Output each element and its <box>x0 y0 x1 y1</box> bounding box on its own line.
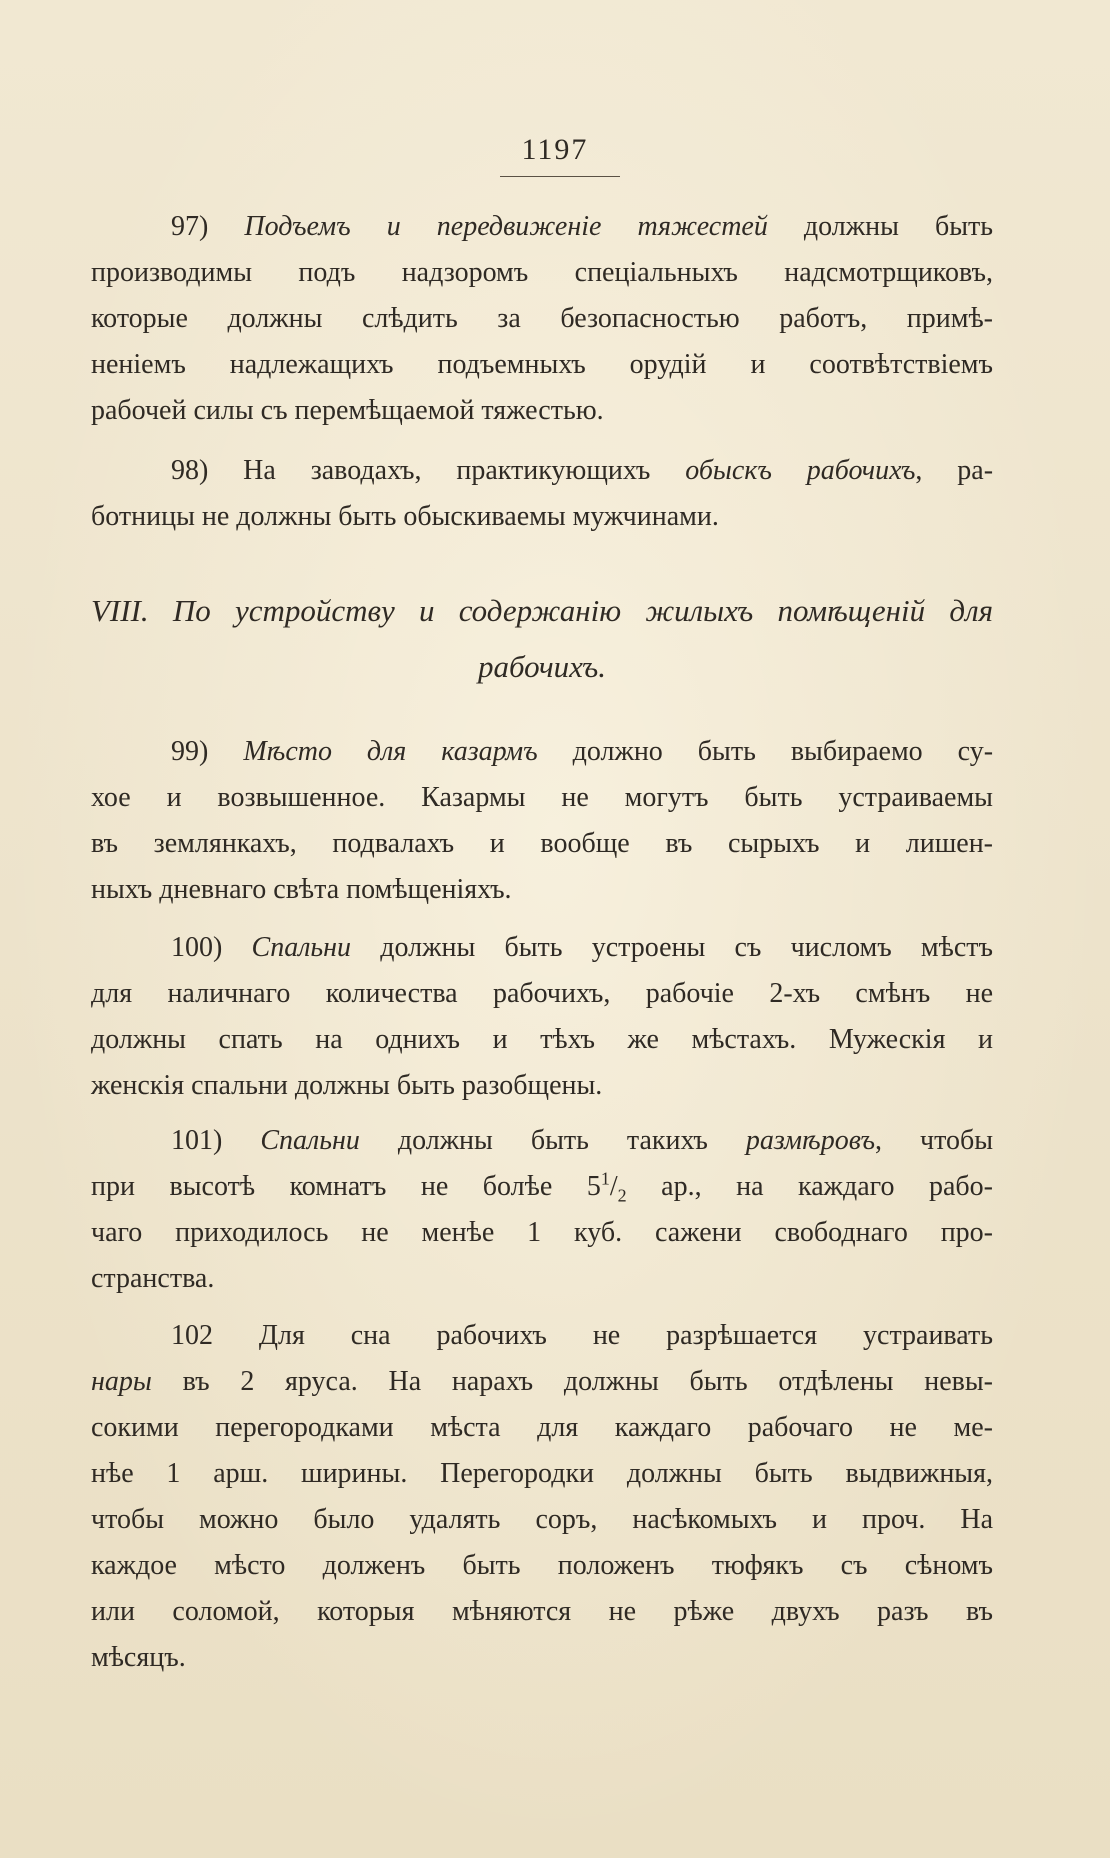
paragraph-97-italic-term: Подъемъ и передвиженіе тяжестей <box>244 211 768 242</box>
paragraph-100-line-3: должны спать на однихъ и тѣхъ же мѣстахъ. Мужескія и <box>91 1024 993 1055</box>
paragraph-98-line-2: ботницы не должны быть обыскиваемы мужчинами. <box>91 501 719 532</box>
paragraph-100-line-4: женскія спальни должны быть разобщены. <box>91 1070 603 1101</box>
paragraph-102-italic-term: нары <box>91 1366 152 1397</box>
paragraph-99 <box>91 729 993 913</box>
paragraph-98-line-1: 98) На заводахъ, практикующихъ обыскъ рабочихъ, ра- <box>171 455 994 486</box>
paragraph-100-italic-term: Спальни <box>251 932 352 963</box>
paragraph-98-italic-term: обыскъ рабочихъ <box>685 455 916 486</box>
paragraph-101-italic-term-2: размѣровъ <box>745 1125 876 1156</box>
paragraph-97-line-4: неніемъ надлежащихъ подъемныхъ орудій и соотвѣтствіемъ <box>91 349 993 380</box>
paragraph-100-line-2: для наличнаго количества рабочихъ, рабочіе 2-хъ смѣнъ не <box>91 978 993 1009</box>
paragraph-100 <box>91 925 993 1109</box>
section-viii-heading <box>91 583 993 695</box>
paragraph-102-line-6: каждое мѣсто долженъ быть положенъ тюфякъ съ сѣномъ <box>91 1550 993 1581</box>
paragraph-97 <box>91 204 993 434</box>
paragraph-102-line-2: нары въ 2 яруса. На нарахъ должны быть отдѣлены невы- <box>91 1366 993 1397</box>
paragraph-101-italic-term-1: Спальни <box>260 1125 360 1156</box>
paragraph-102-line-4: нѣе 1 арш. ширины. Перегородки должны быть выдвижныя, <box>91 1458 993 1489</box>
paragraph-101-line-1: 101) Спальни должны быть такихъ размѣровъ, чтобы <box>171 1125 994 1156</box>
paragraph-99-line-4: ныхъ дневнаго свѣта помѣщеніяхъ. <box>91 874 512 905</box>
paragraph-97-line-3: которые должны слѣдить за безопасностью работъ, примѣ- <box>91 303 993 334</box>
paragraph-97-line-5: рабочей силы съ перемѣщаемой тяжестью. <box>91 395 604 426</box>
paragraph-101-line-3: чаго приходилось не менѣе 1 куб. сажени свободнаго про- <box>91 1217 993 1248</box>
paragraph-102-line-5: чтобы можно было удалять соръ, насѣкомыхъ и проч. На <box>91 1504 993 1535</box>
paragraph-102-line-7: или соломой, которыя мѣняются не рѣже двухъ разъ въ <box>91 1596 993 1627</box>
page-number: 1197 <box>521 133 589 166</box>
paragraph-99-line-1: 99) Мѣсто для казармъ должно быть выбираемо су- <box>171 736 994 767</box>
paragraph-99-line-2: хое и возвышенное. Казармы не могутъ быть устраиваемы <box>91 782 993 813</box>
paragraph-100-line-1: 100) Спальни должны быть устроены съ числомъ мѣстъ <box>171 932 994 963</box>
paragraph-102-line-1: 102 Для сна рабочихъ не разрѣшается устраивать <box>171 1320 993 1351</box>
paragraph-98 <box>91 448 993 540</box>
paragraph-102 <box>91 1313 993 1681</box>
paragraph-101-line-2: при высотѣ комнатъ не болѣе $5^1/_2$ ар., на каждаго рабо- <box>91 1168 993 1206</box>
page-number-rule <box>500 176 620 177</box>
paragraph-102-line-8: мѣсяцъ. <box>91 1642 186 1673</box>
paragraph-99-italic-term: Мѣсто для казармъ <box>243 736 538 767</box>
section-viii-heading-line-2: рабочихъ. <box>478 649 606 684</box>
paragraph-101-line-4: странства. <box>91 1263 215 1294</box>
paragraph-97-line-2: производимы подъ надзоромъ спеціальныхъ надсмотрщиковъ, <box>91 257 993 288</box>
paragraph-102-line-3: сокими перегородками мѣста для каждаго рабочаго не ме- <box>91 1412 993 1443</box>
paragraph-99-line-3: въ землянкахъ, подвалахъ и вообще въ сырыхъ и лишен- <box>91 828 993 859</box>
paragraph-97-line-1: 97) Подъемъ и передвиженіе тяжестей должны быть <box>171 211 994 242</box>
paragraph-101 <box>91 1118 993 1302</box>
section-viii-heading-line-1: VIII. По устройству и содержанію жилыхъ помѣщеній для <box>91 593 993 628</box>
